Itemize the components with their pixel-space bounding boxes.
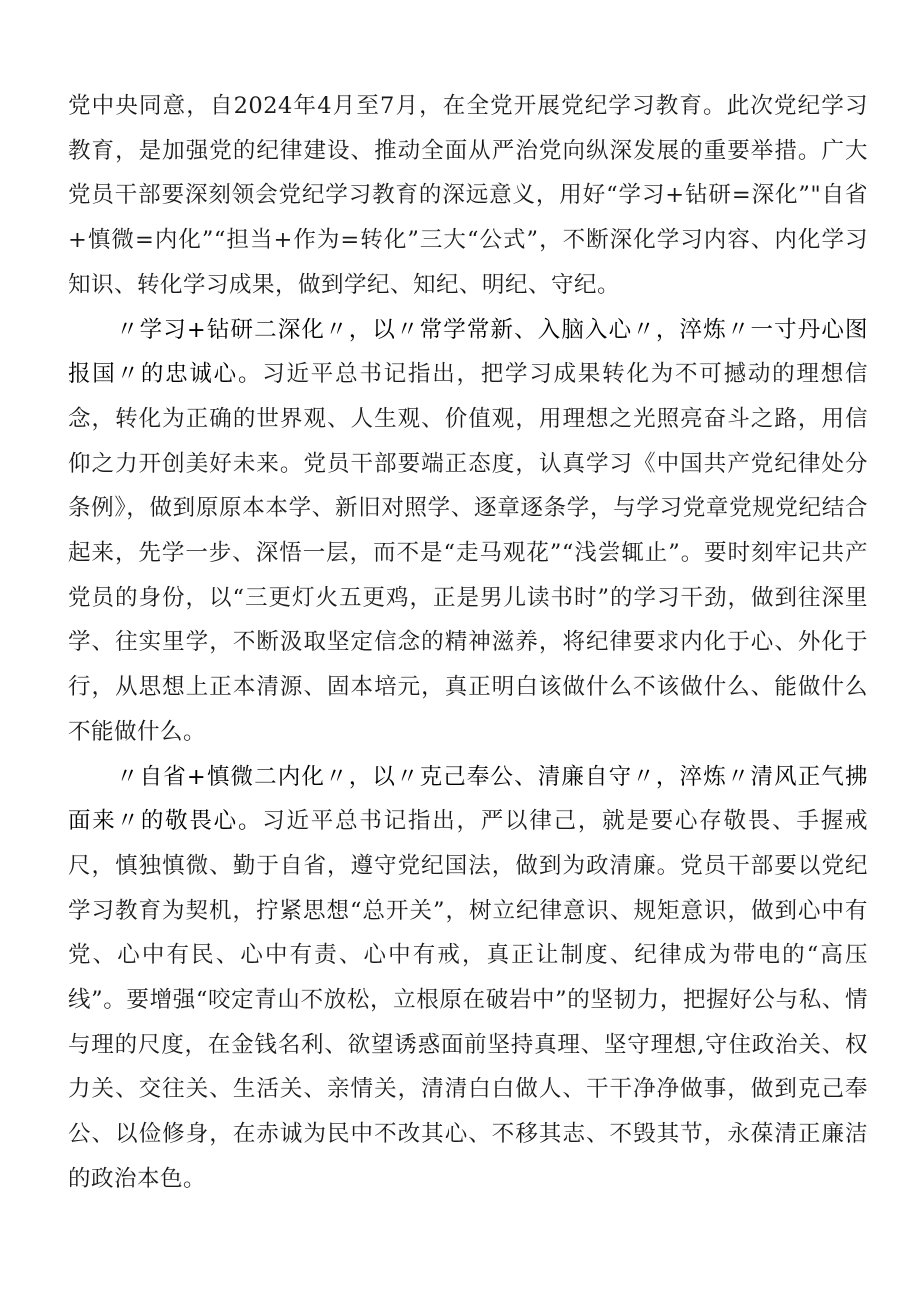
paragraph-intro-text: 党中央同意，自2024年4月至7月，在全党开展党纪学习教育。此次党纪学习教育，是加强党的纪律建设、推动全面从严治党向纵深发展的重要举措。广大党员干部要深刻领会党纪学习教育的深远意义，用好“学习+钻研=深化”"自省+慎微=内化”“担当+作为=转化”三大“公式”，不断深化学习内容、内化学习知识、转化学习成果，做到学纪、知纪、明纪、守纪。 <box>68 93 868 298</box>
document-page <box>68 84 868 1202</box>
paragraph-self-reflection <box>68 755 868 1202</box>
paragraph-study <box>68 308 868 755</box>
paragraph-study-text: 习近平总书记指出，把学习成果转化为不可撼动的理想信念，转化为正确的世界观、人生观、价值观，用理想之光照亮奋斗之路，用信仰之力开创美好未来。党员干部要端正态度，认真学习《中国共产党纪律处分条例》，做到原原本本学、新旧对照学、逐章逐条学，与学习党章党规党纪结合起来，先学一步、深悟一层，而不是“走马观花”“浅尝辄止”。要时刻牢记共产党员的身份，以“三更灯火五更鸡，正是男儿读书时”的学习干劲，做到往深里学、往实里学，不断汲取坚定信念的精神滋养，将纪律要求内化于心、外化于行，从思想上正本清源、固本培元，真正明白该做什么不该做什么、能做什么不能做什么。 <box>68 361 868 745</box>
paragraph-study-heading: 〃学习+钻研二深化〃，以〃常学常新、入脑入心〃，淬炼〃一寸丹心图报国〃的忠诚心。 <box>68 316 868 388</box>
paragraph-self-reflection-heading: 〃自省+慎微二内化〃，以〃克己奉公、清廉自守〃，淬炼〃清风正气拂面来〃的敬畏心。 <box>68 763 868 835</box>
paragraph-intro <box>68 84 868 308</box>
paragraph-self-reflection-text: 习近平总书记指出，严以律己，就是要心存敬畏、手握戒尺，慎独慎微、勤于自省，遵守党纪国法，做到为政清廉。党员干部要以党纪学习教育为契机，拧紧思想“总开关”，树立纪律意识、规矩意识，做到心中有党、心中有民、心中有责、心中有戒，真正让制度、纪律成为带电的“高压线”。要增强“咬定青山不放松，立根原在破岩中”的坚韧力，把握好公与私、情与理的尺度，在金钱名利、欲望诱惑面前坚持真理、坚守理想,守住政治关、权力关、交往关、生活关、亲情关，清清白白做人、干干净净做事，做到克己奉公、以俭修身，在赤诚为民中不改其心、不移其志、不毁其节，永葆清正廉洁的政治本色。 <box>68 808 868 1192</box>
